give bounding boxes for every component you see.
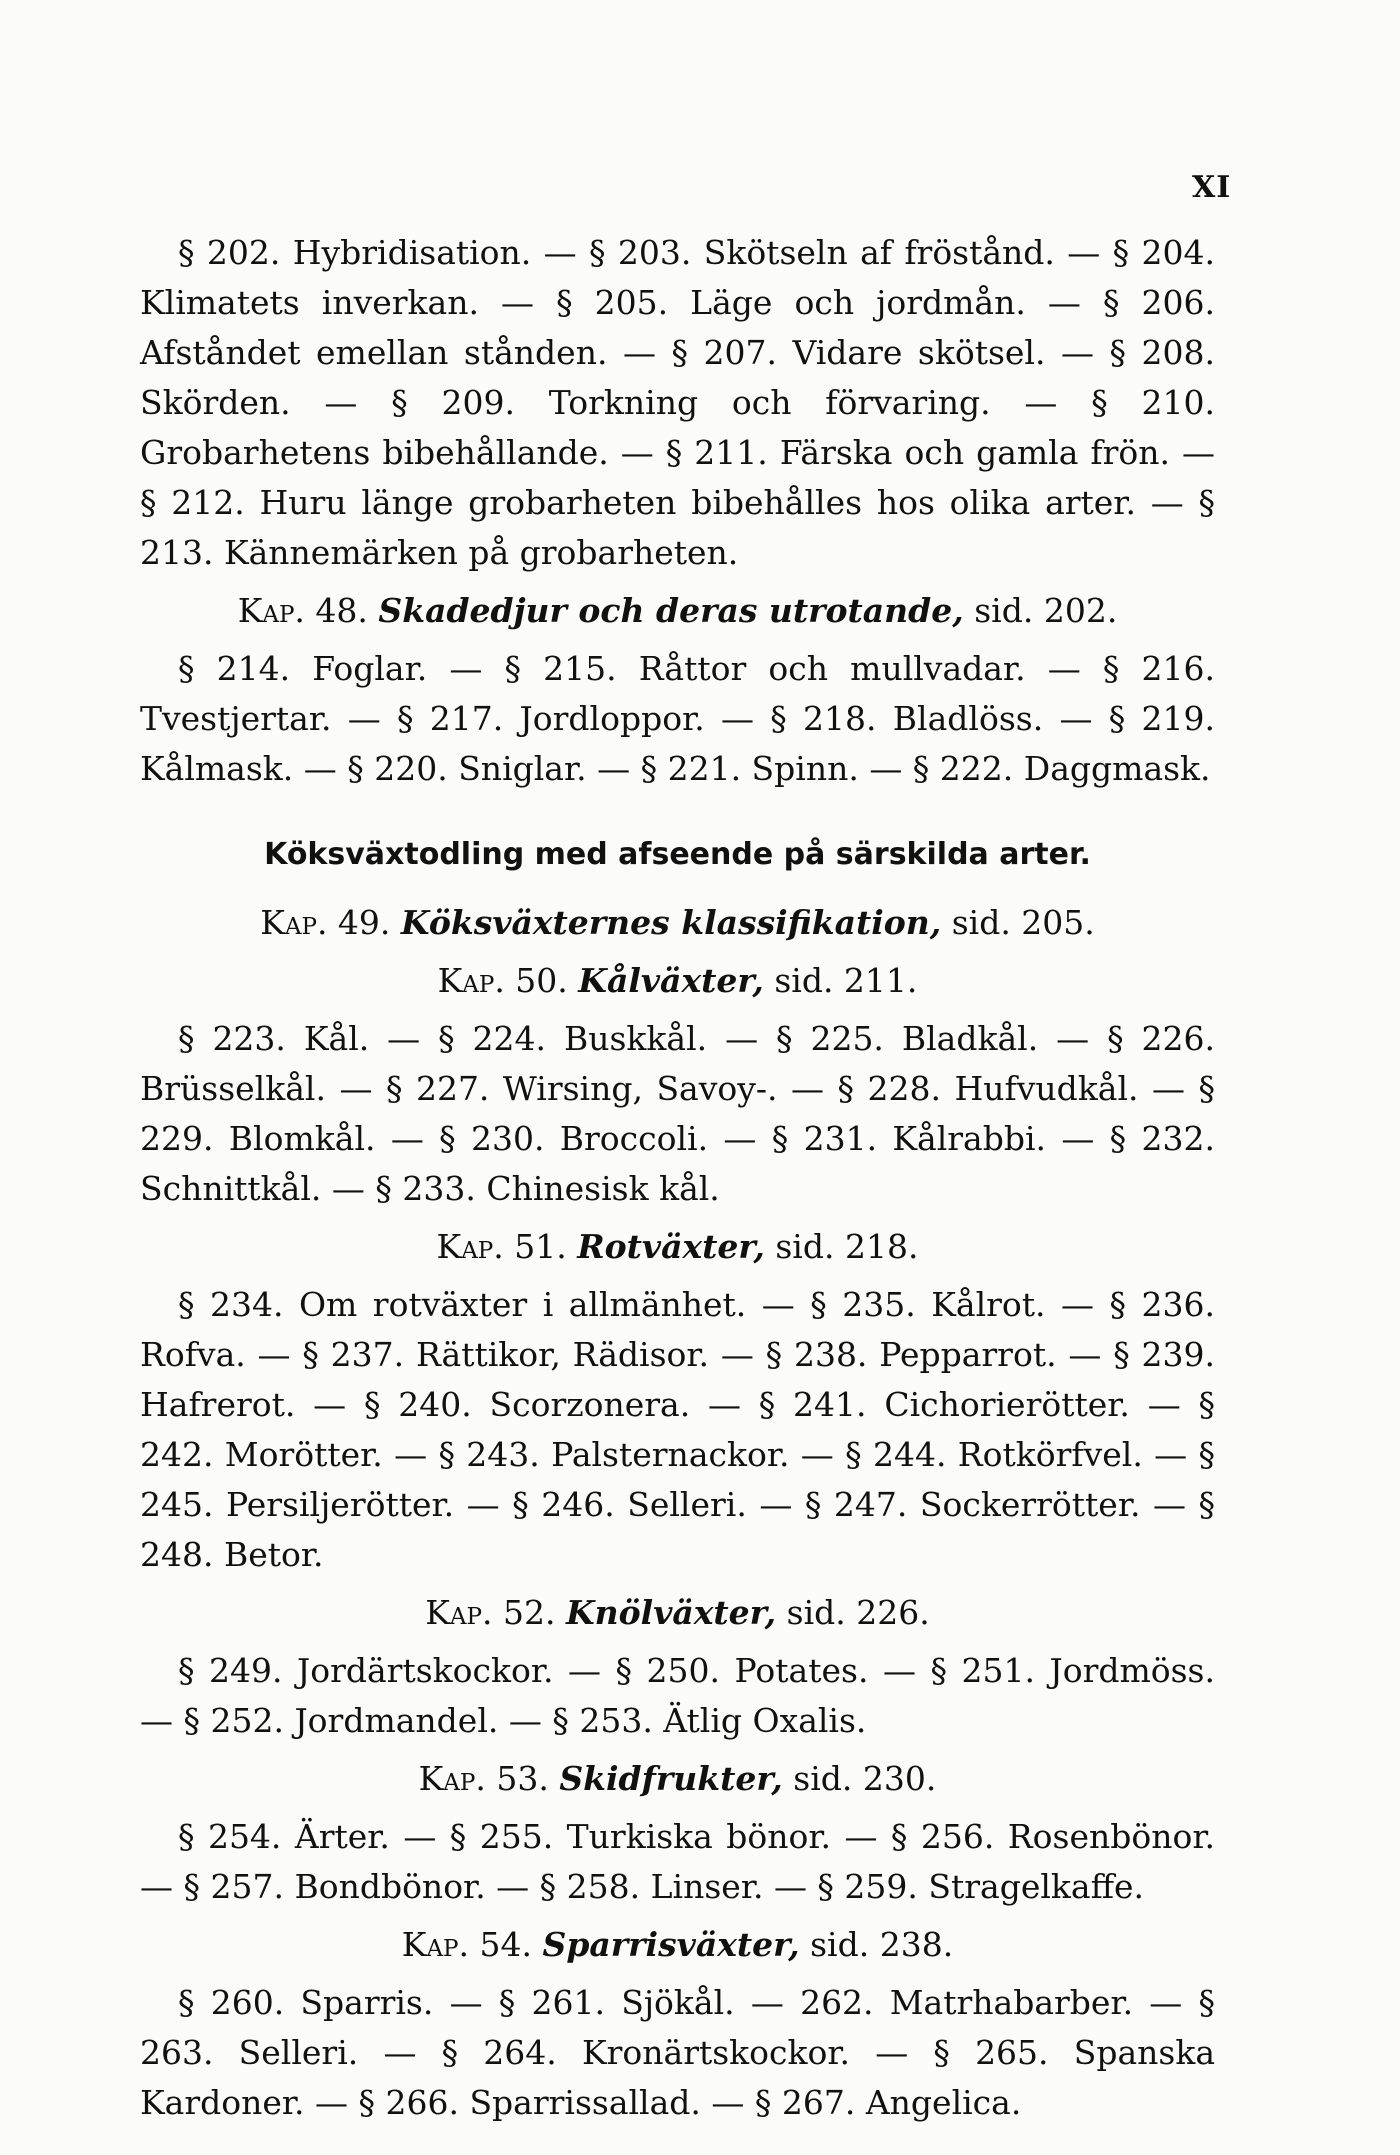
chapter-label: Kap. 53. — [418, 1759, 549, 1798]
chapter-title: Knölväxter, — [565, 1593, 777, 1632]
chapter-label: Kap. 52. — [425, 1593, 556, 1632]
chapter-page-ref: sid. 230. — [793, 1759, 937, 1798]
section-list-paragraph: § 223. Kål. — § 224. Buskkål. — § 225. Bladkål. — § 226. Brüsselkål. — § 227. Wirsing, Savoy-. — § 228. Hufvudkål. — § 229. Blomkål. — § 230. Broccoli. — § 231. Kålrabbi. — § 232. Schnittkål. — § 233. Chinesisk kål. — [140, 1019, 1215, 1208]
chapter-title: Skidfrukter, — [559, 1759, 783, 1798]
chapter-heading-49 — [140, 898, 1215, 948]
section-list-paragraph: § 202. Hybridisation. — § 203. Skötseln af fröstånd. — § 204. Klimatets inverkan. — § 205. Läge och jordmån. — § 206. Afståndet emellan stånden. — § 207. Vidare skötsel. — § 208. Skörden. — § 209. Torkning och förvaring. — § 210. Grobarhetens bibehållande. — § 211. Färska och gamla frön. — § 212. Huru länge grobarheten bibehålles hos olika arter. — § 213. Kännemärken på grobarheten. — [140, 233, 1215, 572]
chapter-heading-48 — [140, 586, 1215, 636]
chapter-page-ref: sid. 205. — [951, 903, 1095, 942]
chapter-title: Rotväxter, — [577, 1227, 765, 1266]
chapter-title: Skadedjur och deras utrotande, — [378, 591, 964, 630]
chapter-label: Kap. 49. — [260, 903, 391, 942]
page-number: XI — [1192, 170, 1232, 205]
chapter-page-ref: sid. 202. — [974, 591, 1118, 630]
chapter-heading-53 — [140, 1754, 1215, 1804]
section-list-paragraph: § 254. Ärter. — § 255. Turkiska bönor. — § 256. Rosenbönor. — § 257. Bondbönor. — § 258. Linser. — § 259. Stragelkaffe. — [140, 1817, 1215, 1906]
table-of-contents-text — [140, 228, 1215, 2128]
chapter-label: Kap. 48. — [237, 591, 368, 630]
chapter-page-ref: sid. 218. — [775, 1227, 919, 1266]
chapter-heading-54 — [140, 1920, 1215, 1970]
section-list-paragraph: § 214. Foglar. — § 215. Råttor och mullvadar. — § 216. Tvestjertar. — § 217. Jordloppor. — § 218. Bladlöss. — § 219. Kålmask. — § 220. Sniglar. — § 221. Spinn. — § 222. Daggmask. — [140, 649, 1215, 788]
part-heading: Köksväxtodling med afseende på särskilda arter. — [264, 837, 1091, 872]
chapter-heading-52 — [140, 1588, 1215, 1638]
chapter-title: Köksväxternes klassifikation, — [400, 903, 942, 942]
chapter-label: Kap. 51. — [436, 1227, 567, 1266]
section-list-paragraph: § 260. Sparris. — § 261. Sjökål. — 262. Matrhabarber. — § 263. Selleri. — § 264. Kronärtskockor. — § 265. Spanska Kardoner. — § 266. Sparrissallad. — § 267. Angelica. — [140, 1983, 1215, 2122]
chapter-title: Kålväxter, — [578, 961, 764, 1000]
chapter-page-ref: sid. 226. — [786, 1593, 930, 1632]
chapter-label: Kap. 54. — [401, 1925, 532, 1964]
chapter-title: Sparrisväxter, — [542, 1925, 800, 1964]
section-list-paragraph: § 234. Om rotväxter i allmänhet. — § 235. Kålrot. — § 236. Rofva. — § 237. Rättikor, Rädisor. — § 238. Pepparrot. — § 239. Hafrerot. — § 240. Scorzonera. — § 241. Cichorierötter. — § 242. Morötter. — § 243. Palsternackor. — § 244. Rotkörfvel. — § 245. Persiljerötter. — § 246. Selleri. — § 247. Sockerrötter. — § 248. Betor. — [140, 1285, 1215, 1574]
section-list-paragraph: § 249. Jordärtskockor. — § 250. Potates. — § 251. Jordmöss. — § 252. Jordmandel. — § 253. Ätlig Oxalis. — [140, 1651, 1215, 1740]
chapter-heading-51 — [140, 1222, 1215, 1272]
chapter-page-ref: sid. 211. — [774, 961, 918, 1000]
chapter-label: Kap. 50. — [437, 961, 568, 1000]
chapter-heading-50 — [140, 956, 1215, 1006]
chapter-page-ref: sid. 238. — [810, 1925, 954, 1964]
